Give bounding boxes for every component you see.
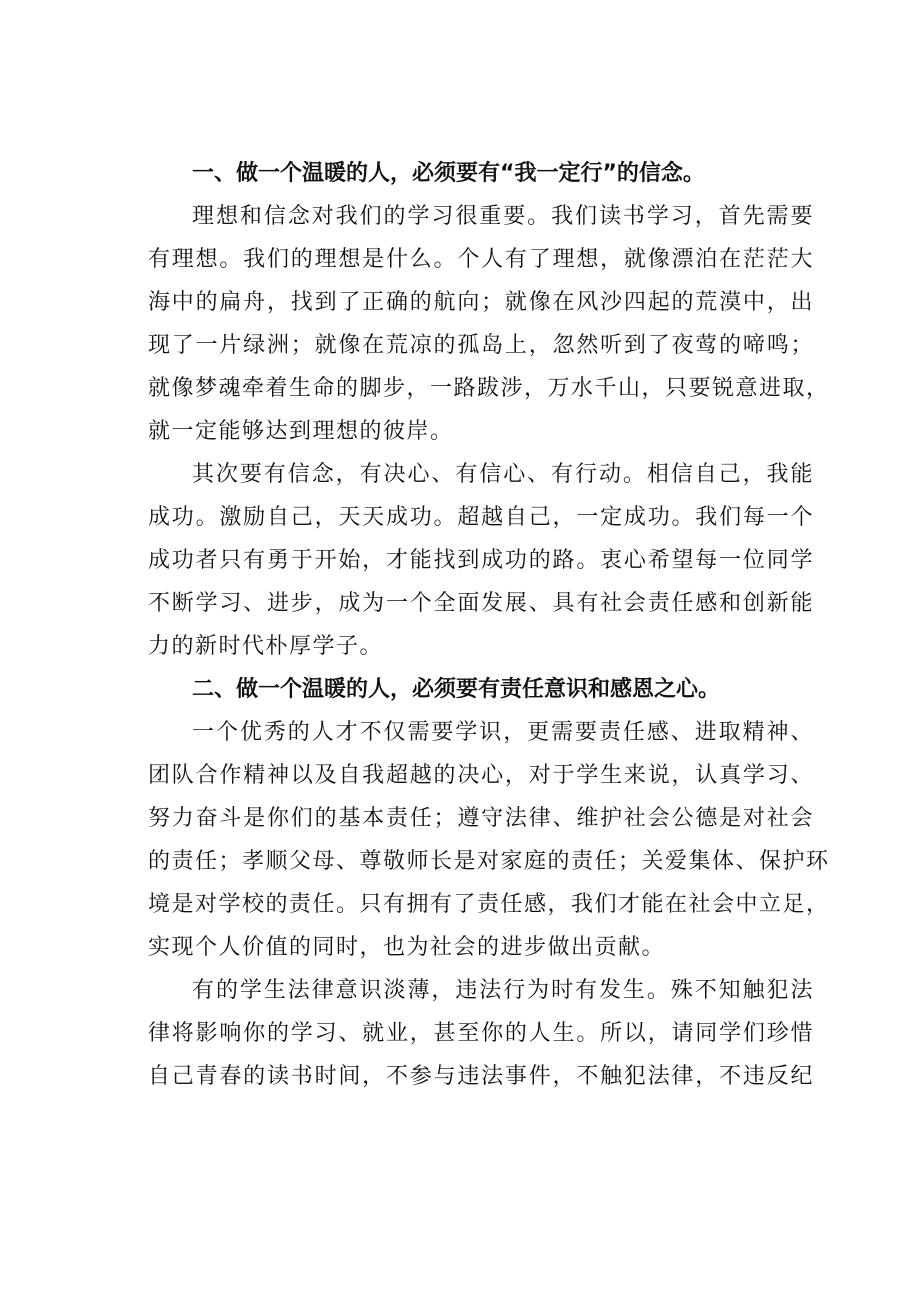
text-line: 实现个人价值的同时，也为社会的进步做出贡献。 [148, 935, 666, 960]
text-line: 的责任；孝顺父母、尊敬师长是对家庭的责任；关爱集体、保护环 [148, 849, 830, 874]
text-line: 成功者只有勇于开始，才能找到成功的路。衷心希望每一位同学 [148, 548, 814, 573]
text-line: 律将影响你的学习、就业，甚至你的人生。所以，请同学们珍惜 [148, 1021, 814, 1046]
text-line: 团队合作精神以及自我超越的决心，对于学生来说，认真学习、 [148, 763, 814, 788]
document-page [148, 152, 830, 1098]
text-line: 现了一片绿洲；就像在荒凉的孤岛上，忽然听到了夜莺的啼鸣； [148, 333, 814, 358]
text-line: 就一定能够达到理想的彼岸。 [148, 419, 454, 444]
text-line: 不断学习、进步，成为一个全面发展、具有社会责任感和创新能 [148, 591, 814, 616]
text-line: 力的新时代朴厚学子。 [148, 634, 384, 659]
text-line: 有理想。我们的理想是什么。个人有了理想，就像漂泊在茫茫大 [148, 247, 814, 272]
paragraph-belief [148, 453, 814, 668]
section-heading-2: 二、做一个温暖的人，必须要有责任意识和感恩之心。 [192, 677, 721, 702]
paragraph-ideals [148, 195, 830, 453]
text-line: 海中的扁舟，找到了正确的航向；就像在风沙四起的荒漠中，出 [148, 290, 814, 315]
text-line: 有的学生法律意识淡薄，违法行为时有发生。殊不知触犯法 [192, 978, 814, 1003]
text-line: 一个优秀的人才不仅需要学识，更需要责任感、进取精神、 [192, 720, 814, 745]
paragraph-law [148, 969, 814, 1098]
text-line: 境是对学校的责任。只有拥有了责任感，我们才能在社会中立足， [148, 892, 830, 917]
paragraph-responsibility [148, 711, 830, 969]
text-line: 理想和信念对我们的学习很重要。我们读书学习，首先需要 [192, 204, 814, 229]
text-line: 其次要有信念，有决心、有信心、有行动。相信自己，我能 [192, 462, 814, 487]
text-line: 成功。激励自己，天天成功。超越自己，一定成功。我们每一个 [148, 505, 814, 530]
text-line: 自己青春的读书时间，不参与违法事件，不触犯法律，不违反纪 [148, 1064, 814, 1089]
text-line: 就像梦魂牵着生命的脚步，一路跋涉，万水千山，只要锐意进取， [148, 376, 830, 401]
section-heading-1: 一、做一个温暖的人，必须要有“我一定行”的信念。 [192, 161, 705, 186]
text-line: 努力奋斗是你们的基本责任；遵守法律、维护社会公德是对社会 [148, 806, 814, 831]
